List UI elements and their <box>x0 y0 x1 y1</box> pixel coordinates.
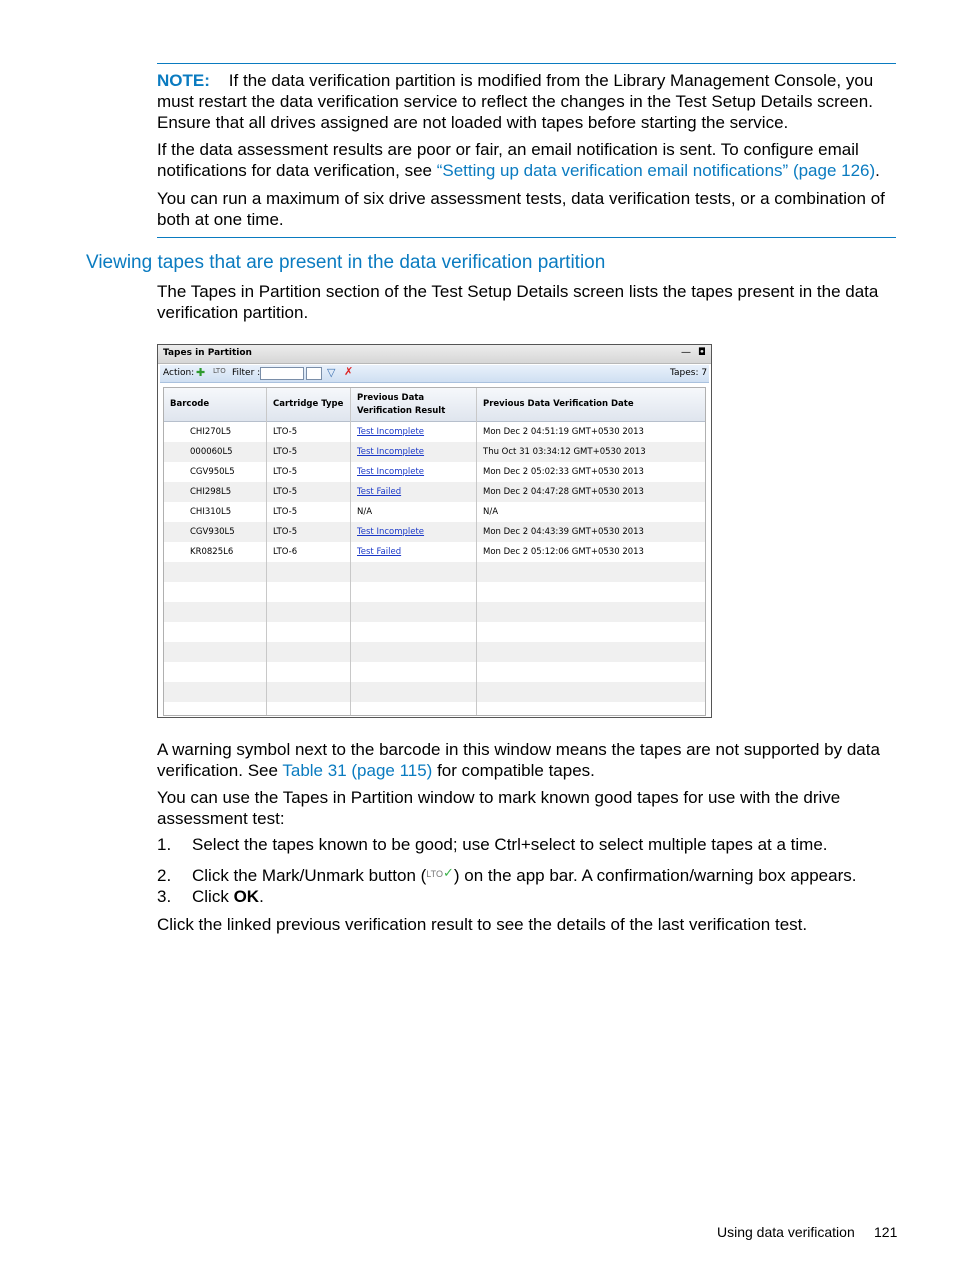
step-text-end: ) on the app bar. A confirmation/warning box appears. <box>453 866 857 885</box>
grid-header <box>164 388 705 422</box>
verification-result-cell[interactable]: Test Incomplete <box>357 527 425 537</box>
table-row[interactable] <box>164 702 705 716</box>
barcode-cell: 000060L5 <box>190 447 233 457</box>
table-row[interactable] <box>164 522 705 542</box>
cartridge-type-cell: LTO-5 <box>273 427 298 437</box>
filter-label: Filter : <box>232 368 261 378</box>
table-row[interactable] <box>164 482 705 502</box>
verification-result-cell[interactable]: Test Failed <box>357 547 402 557</box>
tapes-count: Tapes: 7 <box>670 368 708 378</box>
note-paragraph <box>157 70 897 133</box>
cartridge-type-cell: LTO-6 <box>273 547 298 557</box>
table-row[interactable] <box>164 642 705 662</box>
panel-title: Tapes in Partition <box>163 348 252 358</box>
maximize-icon[interactable]: ◘ <box>698 347 706 358</box>
step-text: Click the Mark/Unmark button ( <box>192 866 427 885</box>
email-notifications-link[interactable]: “Setting up data verification email notifications” (page 126) <box>436 161 876 180</box>
table-row[interactable] <box>164 622 705 642</box>
verification-result-cell: N/A <box>357 507 373 517</box>
action-label: Action: <box>163 368 195 378</box>
cartridge-type-cell: LTO-5 <box>273 467 298 477</box>
verification-result-cell[interactable]: Test Incomplete <box>357 467 425 477</box>
cartridge-type-cell: LTO-5 <box>273 527 298 537</box>
barcode-cell: CHI270L5 <box>190 427 232 437</box>
column-header-barcode[interactable]: Barcode <box>170 399 210 409</box>
barcode-cell: CGV930L5 <box>190 527 235 537</box>
email-notification-text: If the data assessment results are poor or fair, an email notification is sent. To configure email notifications for data verification, see <box>157 140 859 180</box>
note-top-rule <box>157 63 896 64</box>
barcode-cell: CHI298L5 <box>190 487 232 497</box>
note-text: If the data verification partition is modified from the Library Management Console, you must restart the data verification service to reflect the changes in the Test Setup Details screen. Ensure that all drives assigned are not loaded with tapes before starting the service. <box>157 71 874 132</box>
step-number: 3. <box>157 887 172 906</box>
table-row[interactable] <box>164 422 705 442</box>
footer-page-number: 121 <box>874 1224 898 1240</box>
column-divider <box>476 388 477 715</box>
column-divider <box>350 388 351 715</box>
verification-date-cell: Thu Oct 31 03:34:12 GMT+0530 2013 <box>483 447 646 457</box>
barcode-cell: CGV950L5 <box>190 467 235 477</box>
add-icon[interactable]: ✚ <box>196 366 206 379</box>
table-row[interactable] <box>164 662 705 682</box>
column-header-verification-result[interactable]: Previous Data Verification Result <box>357 392 446 416</box>
tapes-grid <box>163 387 706 716</box>
step-text: Click <box>192 887 234 906</box>
table-31-link[interactable]: Table 31 (page 115) <box>282 761 433 780</box>
step-text-end: . <box>259 887 264 906</box>
max-tests-paragraph: You can run a maximum of six drive assessment tests, data verification tests, or a combination of both at one time. <box>157 189 885 229</box>
verification-date-cell: Mon Dec 2 05:02:33 GMT+0530 2013 <box>483 467 644 477</box>
section-heading: Viewing tapes that are present in the data verification partition <box>86 252 606 273</box>
column-divider <box>266 388 267 715</box>
table-row[interactable] <box>164 682 705 702</box>
verification-date-cell: Mon Dec 2 04:47:28 GMT+0530 2013 <box>483 487 644 497</box>
table-row[interactable] <box>164 602 705 622</box>
step-3 <box>157 886 897 907</box>
mark-tapes-paragraph: You can use the Tapes in Partition window to mark known good tapes for use with the drive assessment test: <box>157 788 841 828</box>
section-intro: The Tapes in Partition section of the Test Setup Details screen lists the tapes present in the data verification partition. <box>157 282 879 322</box>
note-bottom-rule <box>157 237 896 238</box>
table-row[interactable] <box>164 542 705 562</box>
filter-select[interactable] <box>306 367 322 380</box>
footer-section-title: Using data verification <box>717 1224 855 1240</box>
mark-unmark-icon: LTO✓ <box>426 865 454 880</box>
table-row[interactable] <box>164 562 705 582</box>
cartridge-type-cell: LTO-5 <box>273 447 298 457</box>
table-row[interactable] <box>164 582 705 602</box>
verification-date-cell: Mon Dec 2 04:51:19 GMT+0530 2013 <box>483 427 644 437</box>
panel-titlebar <box>158 345 711 364</box>
barcode-cell: CHI310L5 <box>190 507 232 517</box>
table-row[interactable] <box>164 442 705 462</box>
verification-result-cell[interactable]: Test Incomplete <box>357 447 425 457</box>
verification-date-cell: N/A <box>483 507 499 517</box>
step-1 <box>157 834 897 855</box>
verification-date-cell: Mon Dec 2 05:12:06 GMT+0530 2013 <box>483 547 644 557</box>
warning-text: A warning symbol next to the barcode in this window means the tapes are not supported by data verification. See <box>157 740 880 780</box>
column-header-cartridge-type[interactable]: Cartridge Type <box>273 399 344 409</box>
filter-input[interactable] <box>260 367 304 380</box>
panel-toolbar <box>160 365 709 383</box>
column-header-verification-date[interactable]: Previous Data Verification Date <box>483 399 634 409</box>
step-text: Select the tapes known to be good; use Ctrl+select to select multiple tapes at a time. <box>192 835 828 854</box>
step-number: 1. <box>157 835 172 854</box>
step-2 <box>157 862 897 886</box>
ok-label: OK <box>233 887 260 906</box>
cartridge-type-cell: LTO-5 <box>273 487 298 497</box>
email-notification-paragraph <box>157 139 897 181</box>
clear-filter-icon[interactable]: ✗ <box>344 365 354 378</box>
mark-unmark-icon[interactable]: LTO <box>213 367 226 375</box>
tapes-in-partition-panel <box>157 344 712 718</box>
verification-result-cell[interactable]: Test Failed <box>357 487 402 497</box>
note-label: NOTE: <box>157 71 210 90</box>
filter-funnel-icon[interactable]: ▽ <box>327 366 336 379</box>
verification-date-cell: Mon Dec 2 04:43:39 GMT+0530 2013 <box>483 527 644 537</box>
step-number: 2. <box>157 866 172 885</box>
linked-result-paragraph: Click the linked previous verification result to see the details of the last verification test. <box>157 915 808 934</box>
cartridge-type-cell: LTO-5 <box>273 507 298 517</box>
table-row[interactable] <box>164 462 705 482</box>
verification-result-cell[interactable]: Test Incomplete <box>357 427 425 437</box>
warning-text-end: for compatible tapes. <box>432 761 595 780</box>
email-notification-period: . <box>875 161 880 180</box>
table-row[interactable] <box>164 502 705 522</box>
barcode-cell: KR0825L6 <box>190 547 234 557</box>
warning-paragraph <box>157 739 902 781</box>
minimize-icon[interactable]: — <box>681 347 691 358</box>
